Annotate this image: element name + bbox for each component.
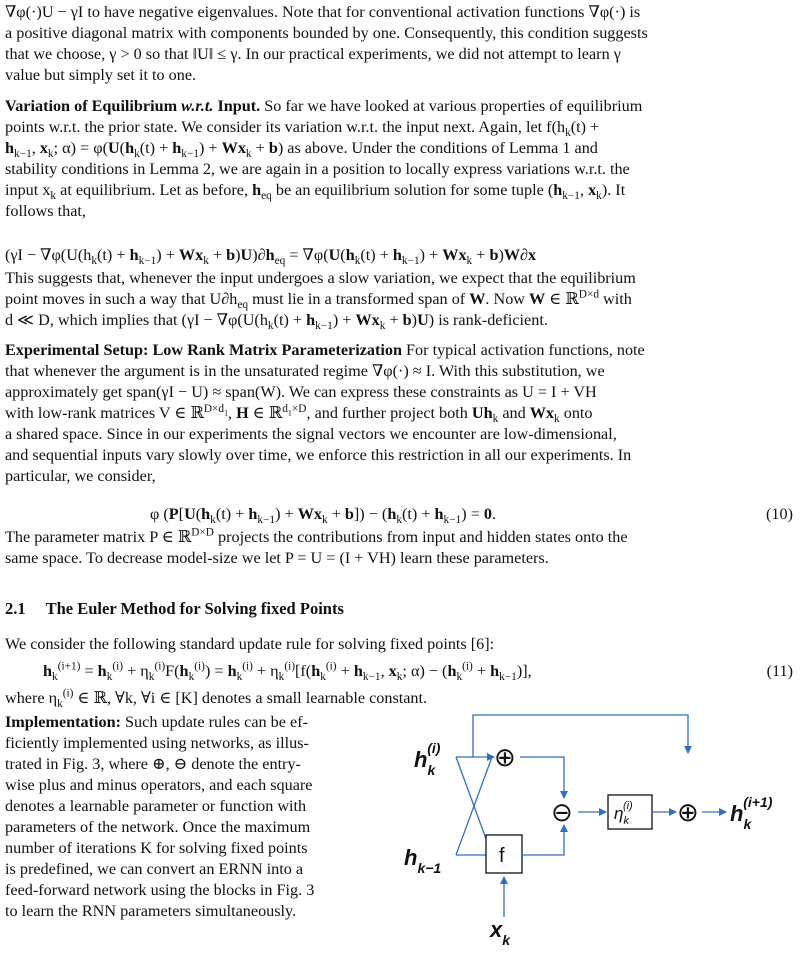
para-heading: Variation of Equilibrium w.r.t. Input.	[5, 97, 261, 115]
paper-page: ∇φ(·)U − γI to have negative eigenvalues. Note that for conventional activation functions ∇φ(·) is a positive diagonal matrix with components bounded by one. Consequently, this condition suggests that we choose, γ > 0 so that ‖U‖ ≤ γ. In our practical experiments, we did not attempt to learn γ value but simply set it to one. Variation of Equilibrium w.r.t. Input. So far we have looked at various properties of equilibrium points w.r.t. the prior state. We consider its variation w.r.t. the input next. Again, let $f(h_k(t)$ + $h_{k-1}$, $x_k$; $\alpha) = \varphi(U(h_k(t) + h_{k-1}) + Wx_k + b)$ as above. Under the conditions of Lemma 1 and stability conditions in Lemma 2, we are again in a position to locally express variations w.r.t. the input $x_k$ at equilibrium. Let as before, $h_{eq}$ be an equilibrium solution for some tuple ($h_{k-1}$, $x_k$). It follows that, $(\gamma I - \nabla\varphi(U(h_k(t) + h_{k-1}) + Wx_k + b)U)\partial h_{eq} = \nabla\varphi(U(h_k(t) + h_{k-1}) + Wx_k + b)W\partial x$ This suggests that, whenever the input undergoes a slow variation, we expect that the equilibrium point moves in such a way that $U\partial h_{eq}$ must lie in a transformed span of W. Now W ∈ ℝ$^{D\times d}$ with d ≪ D, which implies that $(\gamma I - \nabla\varphi(U(h_k(t) + h_{k-1}) + Wx_k + b)U)$ is rank-deficient. Experimental Setup: Low Rank Matrix Parameterization For typical activation functions, note that whenever the argument is in the unsaturated regime ∇φ(·) ≈ I. With this substitution, we approximately get span(γI − U) ≈ span(W). We can express these constraints as U = I + VH with low-rank matrices V ∈ ℝ$^{D\times d_1}$, H ∈ ℝ$^{d_1\times D}$, and further project both $Uh_k$ and $Wx_k$ onto a shared space. Since in our experiments the signal vectors we encounter are low-dimensional, and sequential inputs vary slowly over time, we enforce this restriction in all our experiments. In particular, we consider, φ $(P[U(h_k(t) + h_{k-1}) + Wx_k + b]) - (h_k(t) + h_{k-1}) = 0$. (10) The parameter matrix P ∈ ℝ$^{D\times D}$ projects the contributions from input and hidden states onto the same space. To decrease model-size we let P = U = (I + VH) learn these parameters. 2.1 The Euler Method for Solving fixed Points We consider the following standard update rule for solving fixed points [6]: $h_k^{(i+1)} = h_k^{(i)} + \eta_k^{(i)}F(h_k^{(i)}) = h_k^{(i)} + \eta_k^{(i)}[f(h_k^{(i)} + h_{k-1}$, $x_k$; $\alpha) - (h_k^{(i)} + h_{k-1})$], (11) where $\eta_k^{(i)}$ ∈ ℝ, ∀k, ∀i ∈ [K] denotes a small learnable constant. Implementation: Such update rules can be ef- ficiently implemented using networks, as illus- trated in Fig. 3, where ⊕, ⊖ denote the entry- wise plus and minus operators, and each square denotes a learnable parameter or function with parameters of the network. Once the maximum number of iterations K for solving fixed points is predefined, we can convert an ERNN into a feed-forward network using the blocks in Fig. 3 to learn the RNN parameters simultaneously. ⊕ f ⊖ $\eta_k(i)$ ⊕ $h_k(i)$ $h_{k-1}$ $x_k$ $h_k(i+1)$	[0, 0, 808, 961]
equation-variation: $(\gamma I - \nabla\varphi(U(h_k(t) + h_{k-1}) + Wx_k + b)U)\partial h_{eq} = \nabla\varphi(U(h_k(t) + h_{k-1}) + Wx_k + b)W\partial x$	[5, 246, 537, 268]
equation-number: (11)	[766, 662, 793, 680]
paragraph-update-rule: We consider the following standard update rule for solving fixed points [6]:	[5, 635, 495, 653]
para-heading: Implementation:	[5, 713, 121, 731]
eta-label: $\eta_k(i)$	[614, 800, 633, 827]
arrow-plus-to-minus	[520, 757, 564, 798]
paragraph-parameter-matrix: The parameter matrix P ∈ ℝ$^{D\times D}$ projects the contributions from input and hidden states onto the same space. To decrease model-size we let P = U = (I + VH) learn these parameters.	[5, 526, 628, 567]
minus-operator: ⊖	[551, 797, 573, 827]
text-line: value but simply set it to one.	[5, 66, 197, 84]
paragraph-suggestion: This suggests that, whenever the input undergoes a slow variation, we expect that the equilibrium point moves in such a way that $U\partial h_{eq}$ must lie in a transformed span of W. Now W ∈ ℝ$^{D\times d}$ with d ≪ D, which implies that $(\gamma I - \nabla\varphi(U(h_k(t) + h_{k-1}) + Wx_k + b)U)$ is rank-deficient.	[5, 269, 636, 333]
paragraph-experimental-setup: Experimental Setup: Low Rank Matrix Parameterization For typical activation functions, note that whenever the argument is in the unsaturated regime ∇φ(·) ≈ I. With this substitution, we approximately get span(γI − U) ≈ span(W). We can express these constraints as U = I + VH with low-rank matrices V ∈ ℝ$^{D\times d_1}$, H ∈ ℝ$^{d_1\times D}$, and further project both $Uh_k$ and $Wx_k$ onto a shared space. Since in our experiments the signal vectors we encounter are low-dimensional, and sequential inputs vary slowly over time, we enforce this restriction in all our experiments. In particular, we consider,	[5, 341, 645, 485]
text-line: that we choose, γ > 0 so that ‖U‖ ≤ γ. In our practical experiments, we did not attempt to learn γ	[5, 45, 621, 63]
paragraph-implementation: Implementation: Such update rules can be ef- ficiently implemented using networks, as illus- trated in Fig. 3, where ⊕, ⊖ denote the entry- wise plus and minus operators, and each square denotes a learnable parameter or function with parameters of the network. Once the maximum number of iterations K for solving fixed points is predefined, we can convert an ERNN into a feed-forward network using the blocks in Fig. 3 to learn the RNN parameters simultaneously.	[5, 713, 315, 920]
arrow-f-to-minus	[522, 825, 564, 855]
label-x-k: $x_k$	[490, 917, 511, 948]
paragraph-eta: where $\eta_k^{(i)}$ ∈ ℝ, ∀k, ∀i ∈ [K] denotes a small learnable constant.	[5, 687, 428, 711]
plus-operator: ⊕	[494, 742, 516, 772]
paragraph-stability	[5, 2, 801, 86]
text-line: ∇φ(·)U − γI to have negative eigenvalues. Note that for conventional activation functions ∇φ(·) is	[5, 3, 641, 21]
label-h-k-minus-1: $h_{k-1}$	[404, 845, 442, 876]
equation-number: (10)	[766, 505, 793, 523]
plus-operator-final: ⊕	[677, 797, 699, 827]
text-line: a positive diagonal matrix with components bounded by one. Consequently, this condition suggests	[5, 24, 648, 42]
paragraph-variation: Variation of Equilibrium w.r.t. Input. So far we have looked at various properties of equilibrium points w.r.t. the prior state. We consider its variation w.r.t. the input next. Again, let $f(h_k(t)$ + $h_{k-1}$, $x_k$; $\alpha) = \varphi(U(h_k(t) + h_{k-1}) + Wx_k + b)$ as above. Under the conditions of Lemma 1 and stability conditions in Lemma 2, we are again in a position to locally express variations w.r.t. the input $x_k$ at equilibrium. Let as before, $h_{eq}$ be an equilibrium solution for some tuple ($h_{k-1}$, $x_k$). It follows that,	[5, 97, 643, 220]
label-h-k-i: $h_k(i)$	[414, 740, 441, 778]
euler-block-diagram	[400, 705, 808, 955]
section-heading: 2.1 The Euler Method for Solving fixed Points	[5, 599, 344, 618]
label-h-k-i-plus-1: $h_k(i+1)$	[730, 794, 773, 832]
f-label: f	[499, 845, 505, 867]
para-heading: Experimental Setup: Low Rank Matrix Parameterization	[5, 341, 402, 359]
